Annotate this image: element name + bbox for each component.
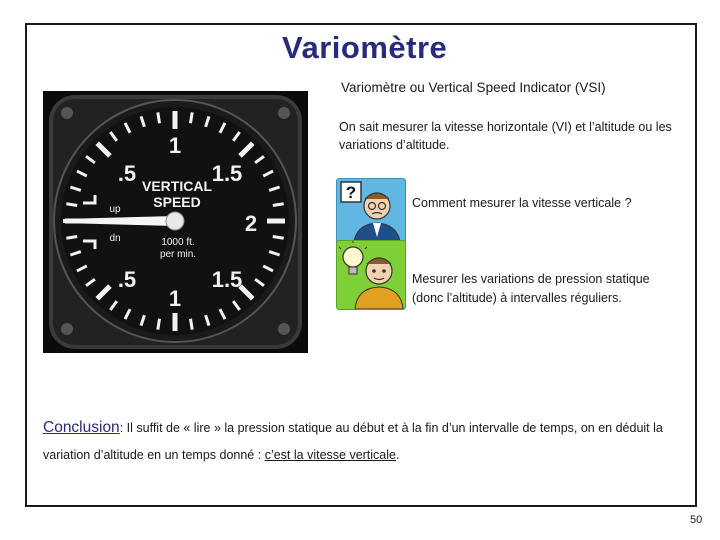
screw-icon bbox=[278, 323, 290, 335]
conclusion-label: Conclusion bbox=[43, 419, 120, 436]
scale-label: .5 bbox=[117, 267, 137, 292]
gauge-tick bbox=[158, 319, 160, 330]
conclusion-text: Il suffit de « lire » la pression statique au début et à la fin d’un intervalle de temps, on en déduit la variation d’altitude en un temps donné : bbox=[43, 421, 663, 462]
gauge-tick bbox=[190, 319, 192, 330]
gauge-tick bbox=[190, 112, 192, 123]
question-text: Comment mesurer la vitesse verticale ? bbox=[412, 196, 632, 210]
idea-person-icon bbox=[336, 240, 406, 310]
conclusion-end: . bbox=[396, 448, 400, 462]
scale-label: 1.5 bbox=[211, 161, 243, 186]
gauge-tick bbox=[66, 236, 77, 238]
vsi-gauge-image bbox=[43, 91, 308, 353]
gauge-face-line1: VERTICAL bbox=[142, 178, 212, 194]
conclusion-emphasis: c’est la vitesse verticale bbox=[264, 448, 396, 462]
gauge-units-line1: 1000 ft. bbox=[161, 237, 195, 248]
screw-icon bbox=[61, 107, 73, 119]
gauge-units-line2: per min. bbox=[159, 249, 197, 260]
scale-label: 2 bbox=[244, 211, 258, 236]
gauge-down-label: dn bbox=[109, 233, 121, 244]
gauge-face-line2: SPEED bbox=[153, 194, 201, 210]
svg-text:?: ? bbox=[345, 183, 357, 202]
scale-label: 1.5 bbox=[211, 267, 243, 292]
scale-label: 1 bbox=[168, 133, 182, 158]
answer-text: Mesurer les variations de pression statique (donc l’altitude) à intervalles réguliers. bbox=[412, 272, 650, 305]
conclusion-paragraph bbox=[43, 414, 683, 469]
question-person-icon bbox=[336, 178, 406, 248]
slide-subtitle: Variomètre ou Vertical Speed Indicator (VSI) bbox=[341, 80, 606, 95]
intro-text: On sait mesurer la vitesse horizontale (VI) et l’altitude ou les variations d’altitude. bbox=[339, 120, 672, 152]
scale-label: .5 bbox=[117, 161, 137, 186]
gauge-tick bbox=[158, 112, 160, 123]
page-number: 50 bbox=[690, 514, 703, 526]
gauge-tick bbox=[273, 204, 284, 206]
slide-title: Variomètre bbox=[282, 30, 448, 65]
gauge-up-label: up bbox=[109, 204, 121, 215]
scale-label: 1 bbox=[168, 286, 182, 311]
gauge-tick bbox=[66, 204, 77, 206]
screw-icon bbox=[61, 323, 73, 335]
gauge-tick bbox=[273, 236, 284, 238]
conclusion-separator: : bbox=[119, 421, 127, 435]
screw-icon bbox=[278, 107, 290, 119]
